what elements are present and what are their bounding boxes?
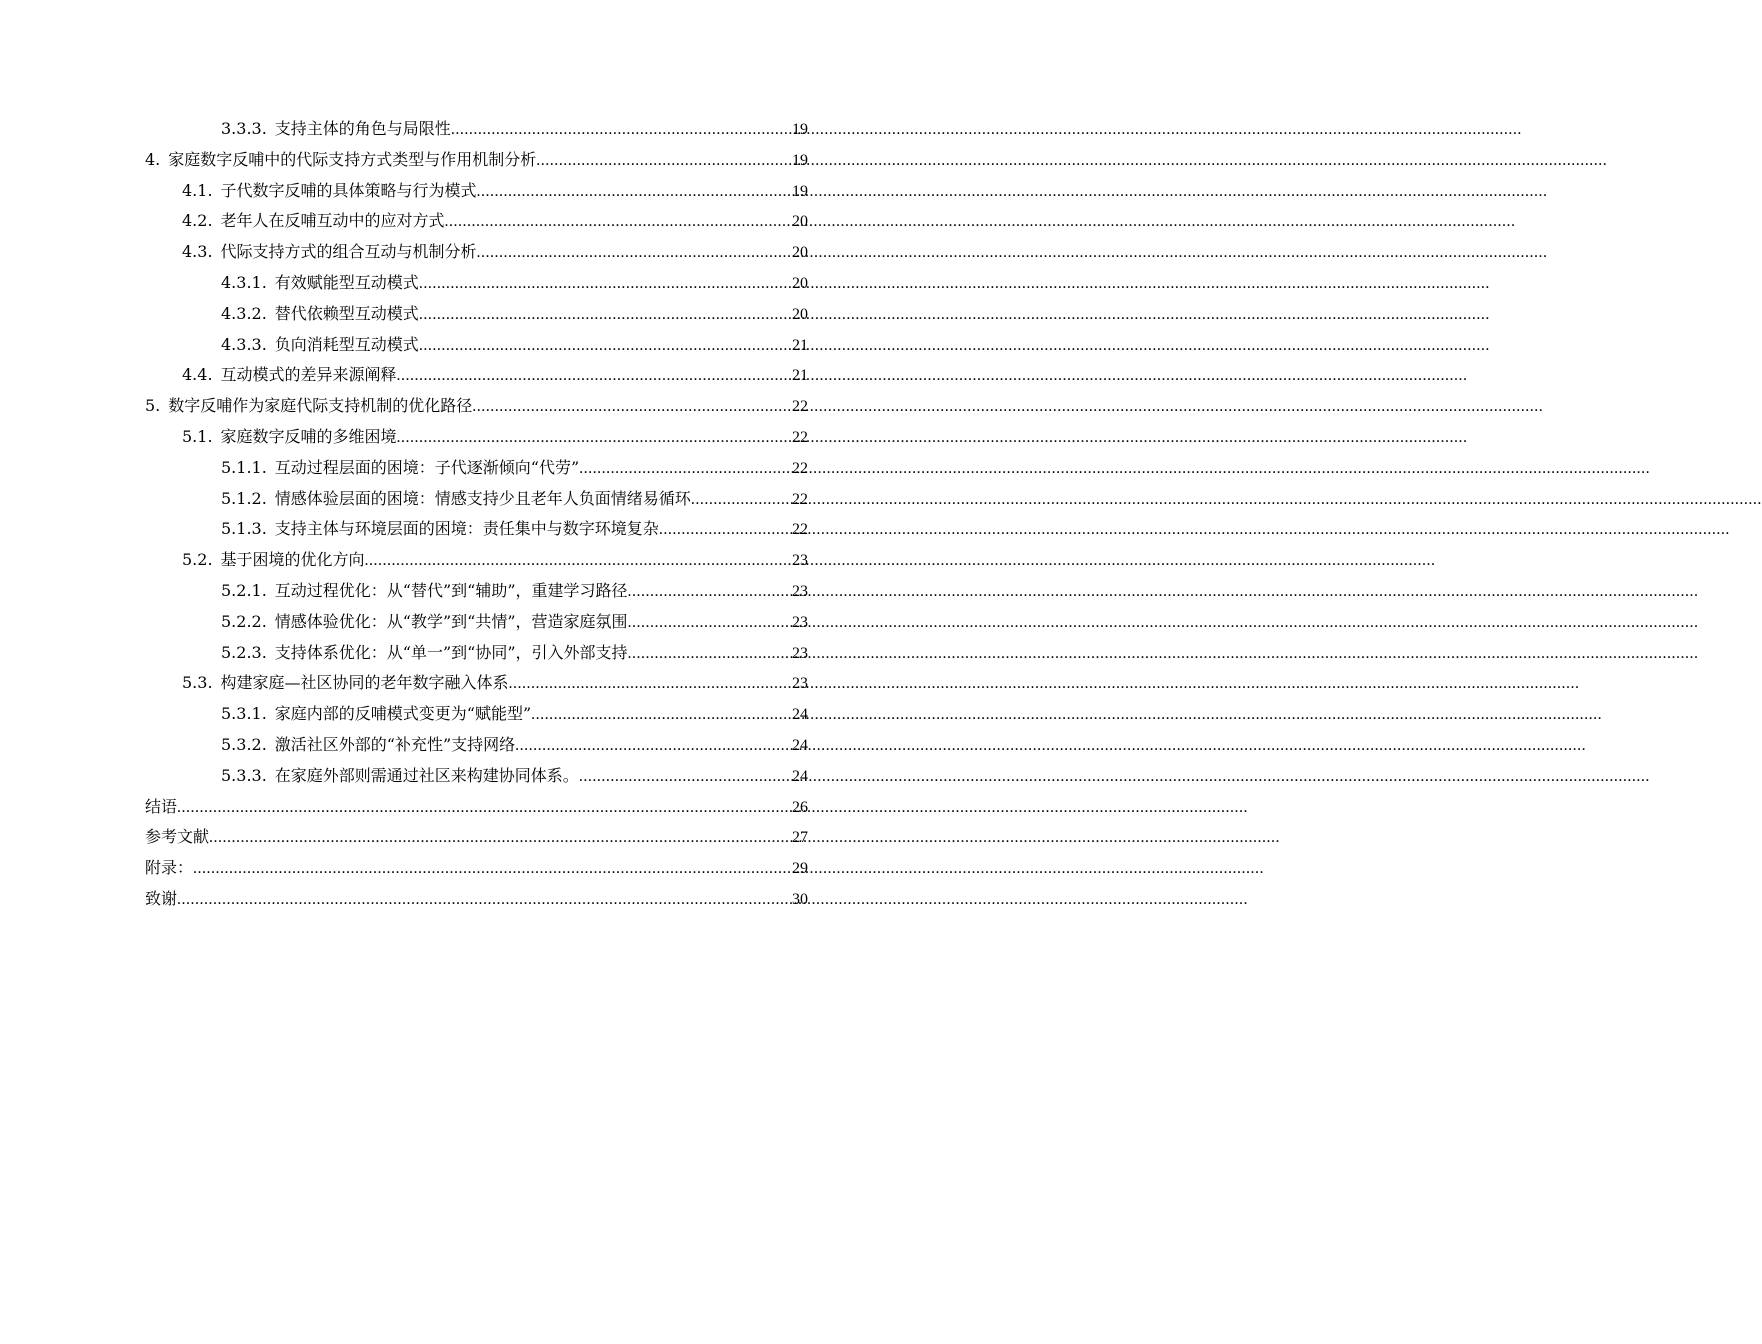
toc-entry-number: 4.1. [182, 180, 213, 200]
toc-dot-leader [477, 177, 791, 208]
toc-entry[interactable] [145, 484, 808, 515]
toc-entry-title [182, 668, 509, 699]
toc-page-number: 20 [792, 305, 808, 323]
toc-entry-title [221, 514, 659, 545]
toc-entry-text: 支持主体的角色与局限性 [274, 119, 451, 138]
toc-entry-text: 致谢 [145, 888, 178, 908]
toc-entry-number: 5.1.1. [221, 457, 267, 477]
toc-entry-title [221, 730, 515, 761]
toc-entry-text: 互动过程层面的困境：子代逐渐倾向“代劳” [274, 457, 580, 477]
toc-entry-title [221, 268, 419, 299]
toc-dot-leader [365, 546, 791, 577]
toc-entry[interactable] [145, 114, 808, 145]
toc-entry-title [221, 114, 451, 145]
toc-entry-number: 4.2. [182, 211, 213, 231]
toc-page-number: 19 [792, 182, 808, 200]
toc-entry-text: 情感体验层面的困境：情感支持少且老年人负面情绪易循环 [274, 488, 691, 508]
toc-entry-title [221, 761, 579, 792]
toc-entry-number: 5. [145, 396, 161, 416]
toc-dot-leader [193, 854, 791, 885]
toc-dot-leader [691, 485, 791, 516]
toc-page-number: 26 [792, 798, 808, 816]
toc-dot-leader [451, 115, 791, 146]
toc-entry-title [221, 299, 419, 330]
toc-entry-text: 数字反哺作为家庭代际支持机制的优化路径 [168, 396, 473, 416]
toc-dot-leader [579, 762, 791, 793]
toc-entry-text: 在家庭外部则需通过社区来构建协同体系。 [274, 765, 579, 785]
toc-entry-title [182, 237, 477, 268]
toc-entry[interactable] [145, 176, 808, 207]
toc-entry-title [145, 792, 177, 823]
toc-entry[interactable] [145, 576, 808, 607]
toc-entry-text: 老年人在反哺互动中的应对方式 [220, 211, 445, 231]
toc-entry-title [145, 391, 472, 422]
toc-dot-leader [472, 392, 791, 423]
toc-entry-text: 互动模式的差异来源阐释 [220, 365, 397, 385]
toc-page-number: 19 [792, 151, 808, 169]
toc-entry[interactable] [145, 514, 808, 545]
toc-entry[interactable] [145, 453, 808, 484]
toc-dot-leader [628, 577, 791, 608]
toc-entry-number: 5.3. [182, 673, 213, 693]
toc-entry[interactable] [145, 330, 808, 361]
toc-page-number: 23 [792, 552, 808, 570]
toc-entry-text: 家庭内部的反哺模式变更为“赋能型” [274, 704, 532, 724]
toc-entry-number: 3.3.3. [221, 119, 267, 138]
toc-page-number: 20 [792, 274, 808, 292]
toc-entry-title [145, 145, 536, 176]
toc-entry-title [145, 884, 177, 915]
toc-entry-title [145, 822, 209, 853]
toc-entry-text: 子代数字反哺的具体策略与行为模式 [220, 180, 477, 200]
toc-entry-text: 激活社区外部的“补充性”支持网络 [274, 734, 516, 754]
toc-dot-leader [531, 700, 791, 731]
toc-entry[interactable] [145, 853, 808, 884]
toc-entry-text: 结语 [145, 796, 178, 816]
toc-entry[interactable] [145, 391, 808, 422]
toc-page-number: 23 [792, 675, 808, 693]
toc-entry-text: 支持体系优化：从“单一”到“协同”，引入外部支持 [274, 642, 628, 662]
toc-page-number: 20 [792, 244, 808, 262]
toc-entry[interactable] [145, 730, 808, 761]
toc-entry-number: 4. [145, 149, 161, 169]
toc-entry-number: 5.3.1. [221, 704, 267, 724]
toc-page-number: 22 [792, 490, 808, 508]
toc-entry-title [221, 638, 628, 669]
toc-page-number: 27 [792, 829, 808, 847]
toc-entry[interactable] [145, 360, 808, 391]
toc-page-number: 22 [792, 428, 808, 446]
toc-entry-number: 5.2.3. [221, 642, 267, 662]
toc-entry-number: 5.2.1. [221, 580, 267, 600]
toc-entry-title [182, 422, 397, 453]
toc-dot-leader [397, 423, 791, 454]
toc-entry-text: 情感体验优化：从“教学”到“共情”，营造家庭氛围 [274, 611, 628, 631]
toc-entry[interactable] [145, 638, 808, 669]
toc-page-number: 19 [792, 121, 808, 138]
toc-entry[interactable] [145, 822, 808, 853]
toc-entry[interactable] [145, 699, 808, 730]
toc-page-number: 23 [792, 582, 808, 600]
toc-entry-title [182, 360, 397, 391]
toc-dot-leader [419, 331, 791, 362]
toc-entry-number: 4.4. [182, 365, 213, 385]
toc-entry-text: 有效赋能型互动模式 [274, 272, 419, 292]
toc-entry[interactable] [145, 299, 808, 330]
table-of-contents [145, 114, 808, 915]
toc-entry[interactable] [145, 545, 808, 576]
toc-entry-number: 4.3.3. [221, 334, 267, 354]
toc-entry-number: 5.2. [182, 550, 213, 570]
toc-dot-leader [628, 608, 791, 639]
toc-dot-leader [509, 669, 791, 700]
toc-entry-title [221, 453, 579, 484]
toc-entry[interactable] [145, 792, 808, 823]
toc-dot-leader [659, 515, 791, 546]
toc-page-number: 22 [792, 521, 808, 539]
toc-entry-title [145, 853, 193, 884]
toc-entry-text: 代际支持方式的组合互动与机制分析 [220, 242, 477, 262]
toc-dot-leader [177, 793, 791, 824]
toc-entry-title [182, 206, 445, 237]
toc-entry-text: 替代依赖型互动模式 [274, 303, 419, 323]
toc-entry-text: 参考文献 [145, 827, 210, 847]
toc-entry-title [221, 576, 628, 607]
toc-entry-number: 4.3. [182, 242, 213, 262]
toc-entry-title [221, 607, 628, 638]
toc-dot-leader [536, 146, 791, 177]
toc-page-number: 22 [792, 398, 808, 416]
toc-dot-leader [419, 300, 791, 331]
toc-entry[interactable] [145, 761, 808, 792]
toc-entry[interactable] [145, 206, 808, 237]
toc-page-number: 20 [792, 213, 808, 231]
toc-entry-title [221, 484, 691, 515]
toc-entry-title [182, 176, 477, 207]
toc-entry-title [221, 330, 419, 361]
toc-dot-leader [515, 731, 791, 762]
toc-entry-number: 5.2.2. [221, 611, 267, 631]
toc-entry[interactable] [145, 145, 808, 176]
toc-dot-leader [419, 269, 791, 300]
toc-entry-text: 基于困境的优化方向 [220, 550, 365, 570]
toc-entry-title [221, 699, 531, 730]
toc-entry[interactable] [145, 237, 808, 268]
toc-page-number: 24 [792, 706, 808, 724]
toc-entry-number: 4.3.2. [221, 303, 267, 323]
toc-entry[interactable] [145, 668, 808, 699]
toc-entry-text: 构建家庭—社区协同的老年数字融入体系 [220, 673, 509, 693]
toc-page-number: 21 [792, 336, 808, 354]
toc-page-number: 24 [792, 767, 808, 785]
toc-page-number: 22 [792, 459, 808, 477]
toc-dot-leader [209, 823, 791, 854]
toc-entry-text: 互动过程优化：从“替代”到“辅助”，重建学习路径 [274, 580, 628, 600]
toc-dot-leader [628, 639, 791, 670]
toc-dot-leader [397, 361, 791, 392]
toc-entry-number: 5.3.2. [221, 734, 267, 754]
toc-page-number: 23 [792, 644, 808, 662]
toc-entry[interactable] [145, 607, 808, 638]
toc-page-number: 30 [792, 890, 808, 908]
toc-page-number: 24 [792, 736, 808, 754]
toc-entry-text: 支持主体与环境层面的困境：责任集中与数字环境复杂 [274, 519, 659, 539]
toc-entry-text: 家庭数字反哺的多维困境 [220, 426, 397, 446]
toc-page-number: 29 [792, 860, 808, 878]
toc-entry-text: 负向消耗型互动模式 [274, 334, 419, 354]
toc-entry-number: 5.1.2. [221, 488, 267, 508]
toc-entry-text: 家庭数字反哺中的代际支持方式类型与作用机制分析 [168, 149, 537, 169]
toc-entry-number: 5.1.3. [221, 519, 267, 539]
toc-entry-text: 附录： [145, 858, 194, 878]
toc-page-number: 23 [792, 613, 808, 631]
toc-dot-leader [579, 454, 791, 485]
toc-entry[interactable] [145, 268, 808, 299]
toc-dot-leader [177, 885, 791, 916]
toc-entry[interactable] [145, 422, 808, 453]
toc-dot-leader [477, 238, 791, 269]
toc-page-number: 21 [792, 367, 808, 385]
toc-entry-number: 5.3.3. [221, 765, 267, 785]
toc-entry-title [182, 545, 365, 576]
toc-entry-number: 4.3.1. [221, 272, 267, 292]
toc-entry[interactable] [145, 884, 808, 915]
toc-entry-number: 5.1. [182, 426, 213, 446]
toc-dot-leader [445, 207, 791, 238]
